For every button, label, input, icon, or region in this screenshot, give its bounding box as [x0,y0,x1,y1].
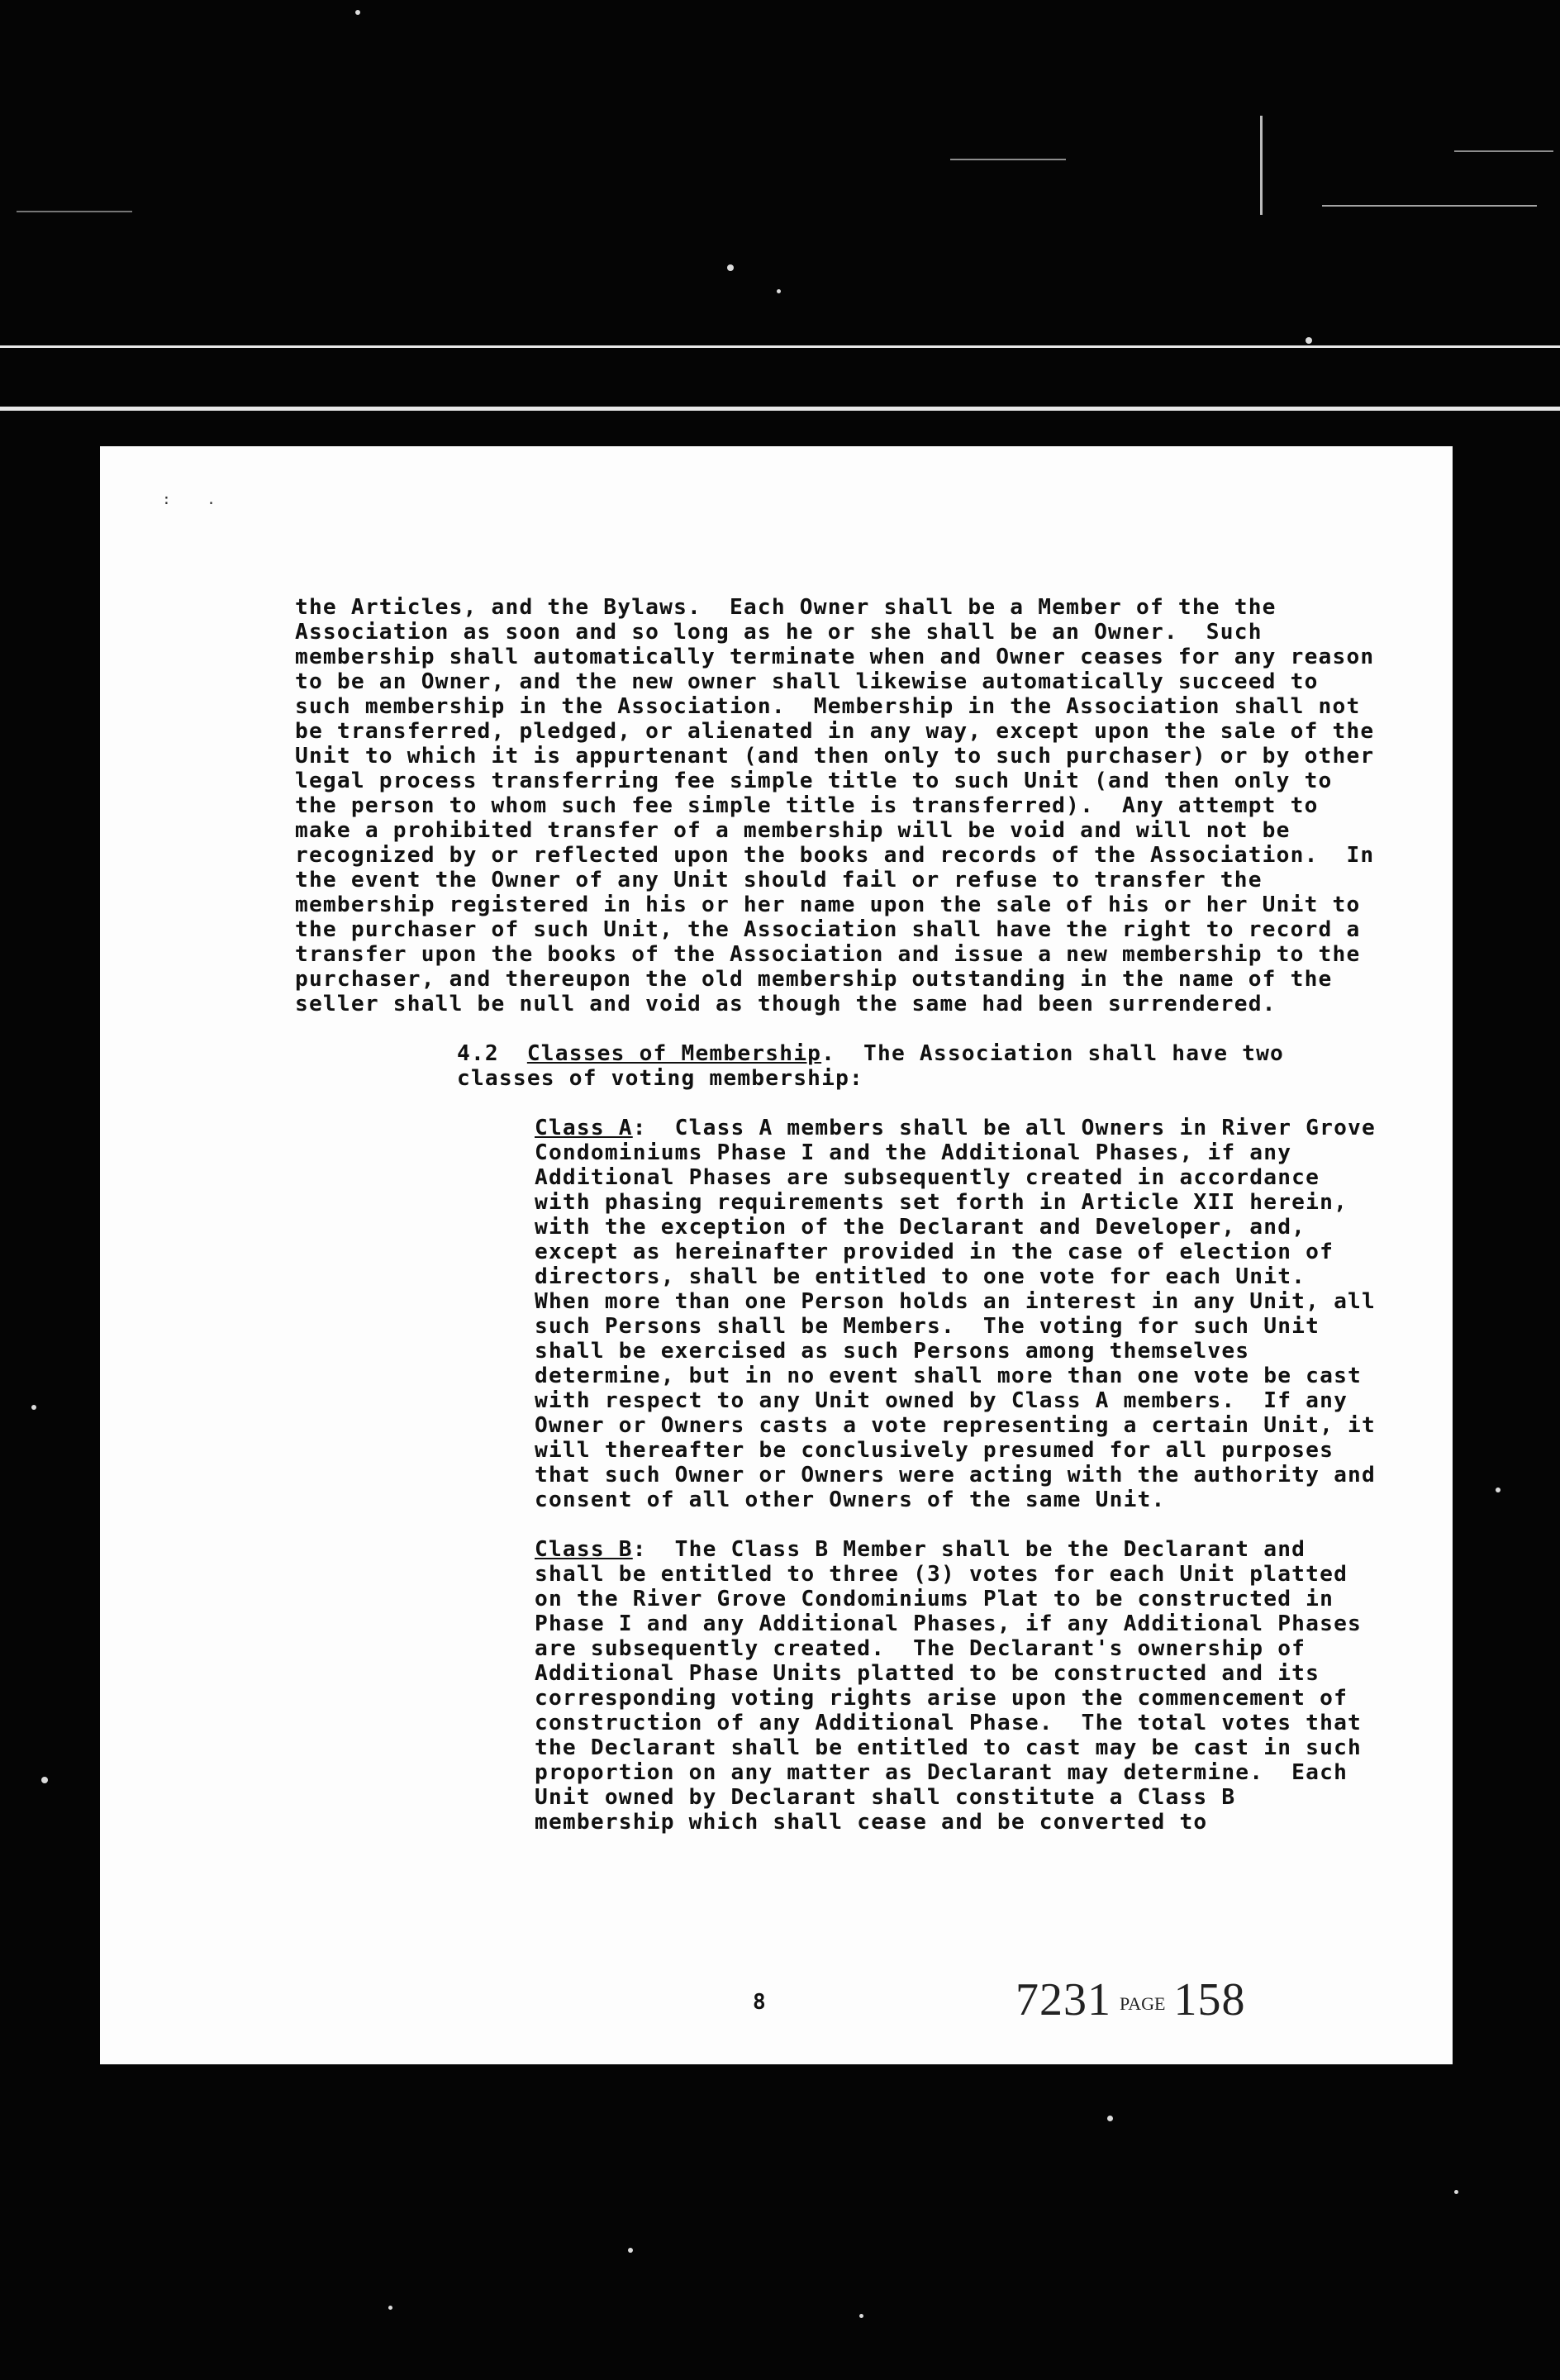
class-a-paragraph [295,1116,1390,1512]
scan-speck [777,289,781,293]
class-b-heading: Class B [535,1537,633,1562]
scan-speck [31,1405,36,1410]
document-page [100,446,1453,2064]
paragraph-membership: the Articles, and the Bylaws. Each Owner shall be a Member of the the Association as soon and so long as he or she shall be an Owner. Such membership shall automatically terminate when and Owner ceases for any reason to be an Owner, and the new owner shall likewise automatically succeed to such membership in the Association. Membership in the Association shall not be transferred, pledged, or alienated in any way, except upon the sale of the Unit to which it is appurtenant (and then only to such purchaser) or by other legal process transferring fee simple title to such Unit (and then only to the person to whom such fee simple title is transferred). Any attempt to make a prohibited transfer of a membership will be void and will not be recognized by or reflected upon the books and records of the Association. In the event the Owner of any Unit should fail or refuse to transfer the membership registered in his or her name upon the sale of his or her Unit to the purchaser of such Unit, the Association shall have the right to record a transfer upon the books of the Association and issue a new membership to the purchaser, and thereupon the old membership outstanding in the name of the seller shall be null and void as though the same had been surrendered. [295,595,1389,1016]
scan-speck [1306,337,1312,344]
scan-speck [1107,2116,1113,2121]
class-a-text: : Class A members shall be all Owners in River Grove Condominiums Phase I and the Additional Phases, if any Additional Phases are subsequently created in accordance with phasing requirements set forth in Article XII herein, with the exception of the Declarant and Developer, and, except as hereinafter provided in the case of election of directors, shall be entitled to one vote for each Unit. When more than one Person holds an interest in any Unit, all such Persons shall be Members. The voting for such Unit shall be exercised as such Persons among themselves determine, but in no event shall more than one vote be cast with respect to any Unit owned by Class A members. If any Owner or Owners casts a vote representing a certain Unit, it will thereafter be conclusively presumed for all purposes that such Owner or Owners were acting with the authority and consent of all other Owners of the same Unit. [535,1116,1390,1512]
book-page-stamp [1015,1973,1245,2026]
scan-edge-line [1454,150,1553,152]
section-text: . The Association shall have two classes of voting membership: [457,1041,1298,1091]
section-number: 4.2 [457,1041,499,1066]
book-number: 7231 [1015,1974,1111,2025]
scan-speck [355,10,360,15]
document-body [295,595,1390,1859]
page-marks: : . [162,491,216,508]
book-mark: PAGE [1120,1993,1166,2015]
scan-edge-line [0,407,1560,411]
class-b-text: : The Class B Member shall be the Declarant and shall be entitled to three (3) votes for each Unit platted on the River Grove Condominiums Plat to be constructed in Phase I and any Additional Phases, if any Additional Phases are subsequently created. The Declarant's ownership of Additional Phase Units platted to be constructed and its corresponding voting rights arise upon the commencement of construction of any Additional Phase. The total votes that the Declarant shall be entitled to cast may be cast in such proportion on any matter as Declarant may determine. Each Unit owned by Declarant shall constitute a Class B membership which shall cease and be converted to [535,1537,1376,1835]
section-heading: Classes of Membership [526,1041,822,1066]
scan-edge-line [17,211,132,212]
scan-edge-line [950,159,1066,160]
scan-speck [388,2306,392,2310]
scan-speck [859,2314,863,2318]
scan-edge-line [1260,116,1263,215]
scan-edge-line [1322,205,1537,207]
scan-speck [727,264,734,271]
scan-speck [1496,1488,1501,1492]
page-number: 8 [753,1990,766,2015]
section-4-2 [295,1041,1386,1091]
scan-speck [41,1777,48,1783]
book-page: 158 [1173,1974,1246,2025]
scan-speck [628,2248,633,2253]
class-a-heading: Class A [535,1116,633,1140]
scan-edge-line [0,345,1560,348]
scan-speck [1454,2190,1458,2194]
class-b-paragraph [295,1537,1386,1835]
